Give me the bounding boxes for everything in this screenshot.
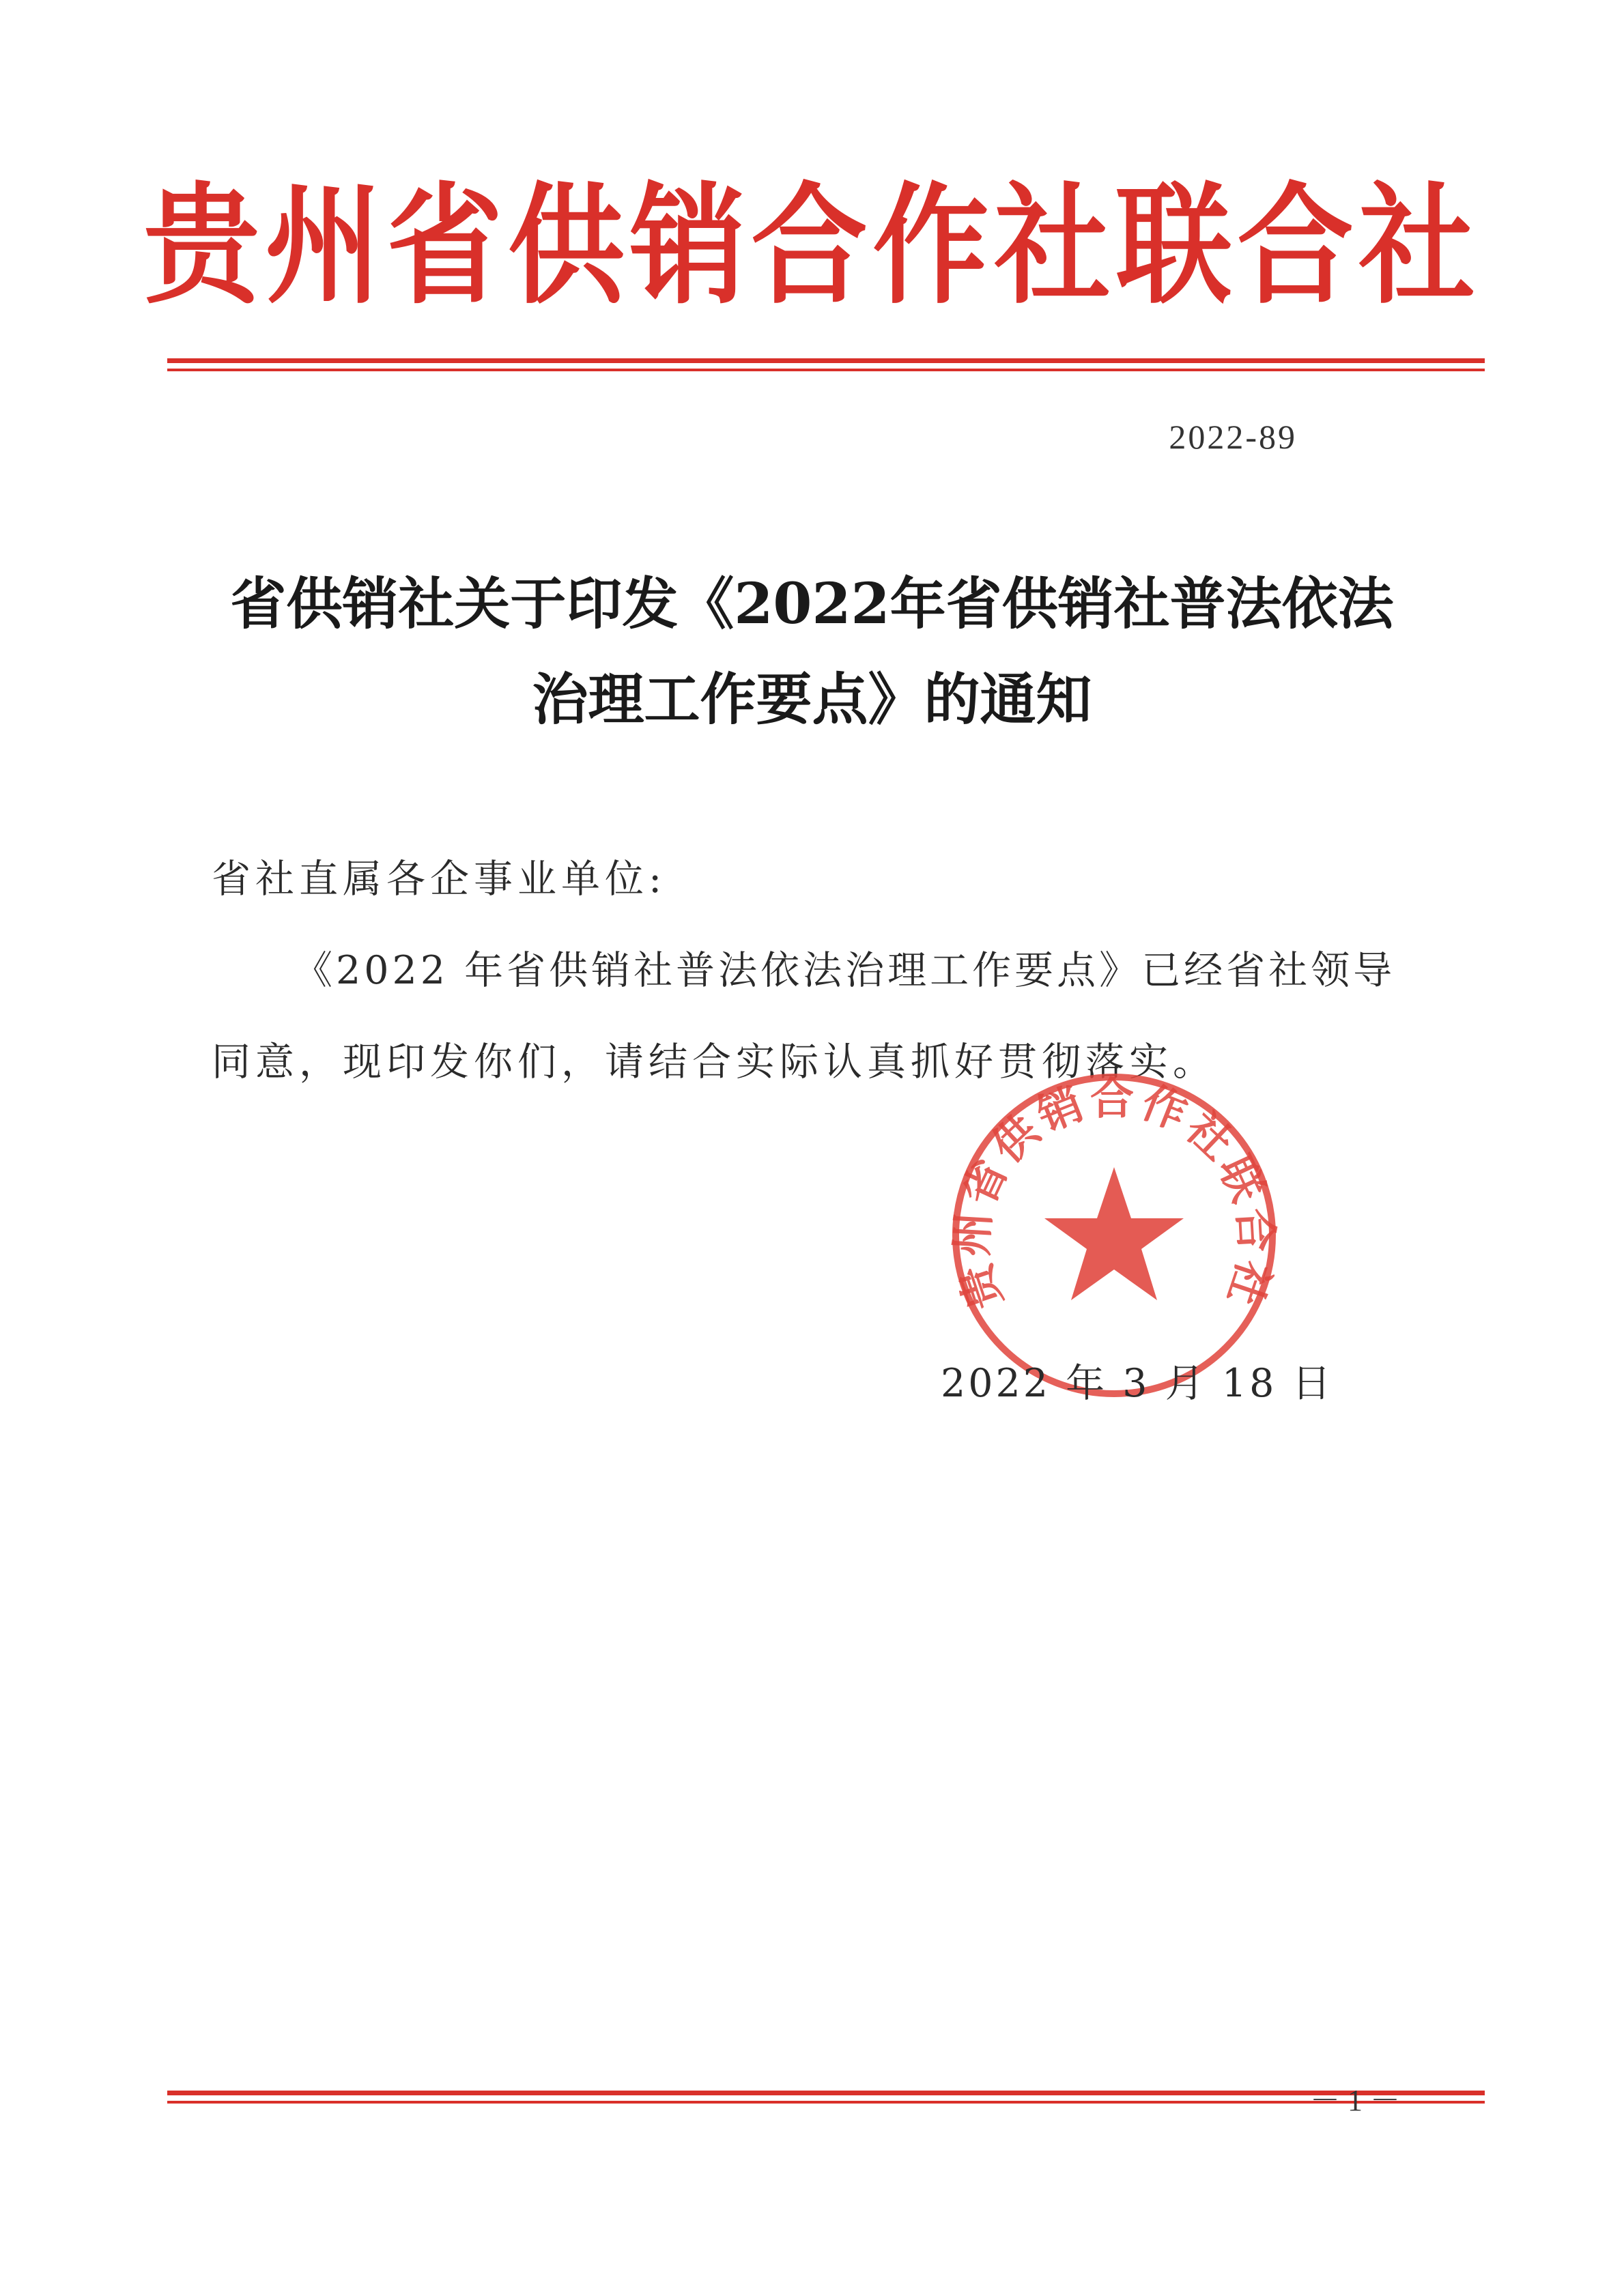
masthead-rule-thick	[167, 358, 1485, 363]
issue-date: 2022 年 3 月 18 日	[941, 1361, 1334, 1406]
seal-text: 贵州省供销合作社联合社	[946, 1074, 1282, 1316]
masthead-rule-thin	[167, 369, 1485, 371]
organization-masthead: 贵州省供销合作社联合社	[143, 169, 1481, 322]
page-number: － 1 －	[1310, 2084, 1400, 2117]
salutation: 省社直属各企事业单位:	[212, 857, 667, 902]
body-paragraph-line-1: 《2022 年省供销社普法依法治理工作要点》已经省社领导	[294, 948, 1396, 993]
body-paragraph-line-2: 同意，现印发你们，请结合实际认真抓好贯彻落实。	[212, 1039, 1216, 1085]
document-title-line-1: 省供销社关于印发《2022年省供销社普法依法	[230, 571, 1394, 637]
document-title-line-2: 治理工作要点》的通知	[532, 667, 1092, 732]
seal-star-icon	[1044, 1167, 1184, 1300]
official-seal	[943, 1065, 1285, 1406]
footer-rule-thin	[167, 2101, 1485, 2104]
document-number: 2022-89	[1169, 418, 1297, 456]
footer-rule-thick	[167, 2091, 1485, 2095]
